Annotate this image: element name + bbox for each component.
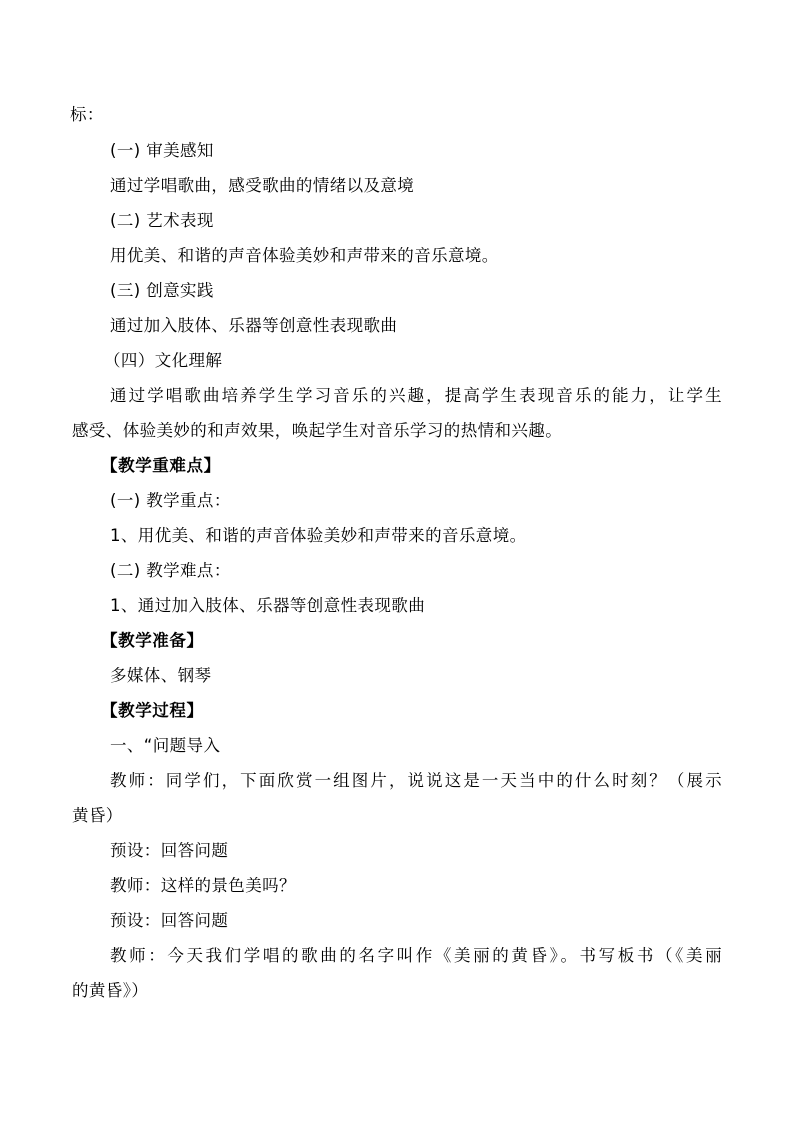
paragraph-text: 教师：这样的景色美吗？: [110, 876, 296, 895]
paragraph-text: 的黄昏》）: [72, 981, 149, 1000]
subheading-key-points: (一) 教学重点：: [110, 491, 231, 510]
objective-continuation: 标：: [70, 105, 104, 124]
section-heading-key-difficult-points: 【教学重难点】: [101, 456, 221, 475]
subheading-difficult-points: (二) 教学难点：: [110, 561, 231, 580]
paragraph-text: 黄昏）: [72, 806, 123, 825]
subheading-question-introduction: 一、“问题导入: [110, 736, 221, 755]
paragraph-text: 感受、体验美妙的和声效果，唤起学生对音乐学习的热情和兴趣。: [72, 421, 563, 440]
section-heading-teaching-process: 【教学过程】: [101, 701, 204, 720]
list-item: 1、通过加入肢体、乐器等创意性表现歌曲: [110, 596, 426, 615]
subheading-creative-practice: (三) 创意实践: [110, 281, 214, 300]
subheading-artistic-expression: (二) 艺术表现: [110, 211, 214, 230]
paragraph-text: 预设：回答问题: [110, 841, 229, 860]
list-item: 1、用优美、和谐的声音体验美妙和声带来的音乐意境。: [110, 526, 527, 545]
paragraph-text: 教师：今天我们学唱的歌曲的名字叫作《美丽的黄昏》。书写板书（《美丽: [110, 946, 722, 965]
paragraph-text: 通过学唱歌曲培养学生学习音乐的兴趣，提高学生表现音乐的能力，让学生: [110, 386, 722, 405]
paragraph-text: 多媒体、钢琴: [110, 666, 212, 685]
subheading-cultural-understanding: （四）文化理解: [104, 351, 223, 370]
paragraph-text: 教师：同学们，下面欣赏一组图片，说说这是一天当中的什么时刻？（展示: [110, 771, 722, 790]
paragraph-text: 预设：回答问题: [110, 911, 229, 930]
paragraph-text: 通过学唱歌曲，感受歌曲的情绪以及意境: [110, 176, 415, 195]
subheading-aesthetic-perception: (一) 审美感知: [110, 141, 214, 160]
paragraph-text: 通过加入肢体、乐器等创意性表现歌曲: [110, 316, 398, 335]
section-heading-teaching-preparation: 【教学准备】: [101, 631, 204, 650]
paragraph-text: 用优美、和谐的声音体验美妙和声带来的音乐意境。: [110, 246, 499, 265]
